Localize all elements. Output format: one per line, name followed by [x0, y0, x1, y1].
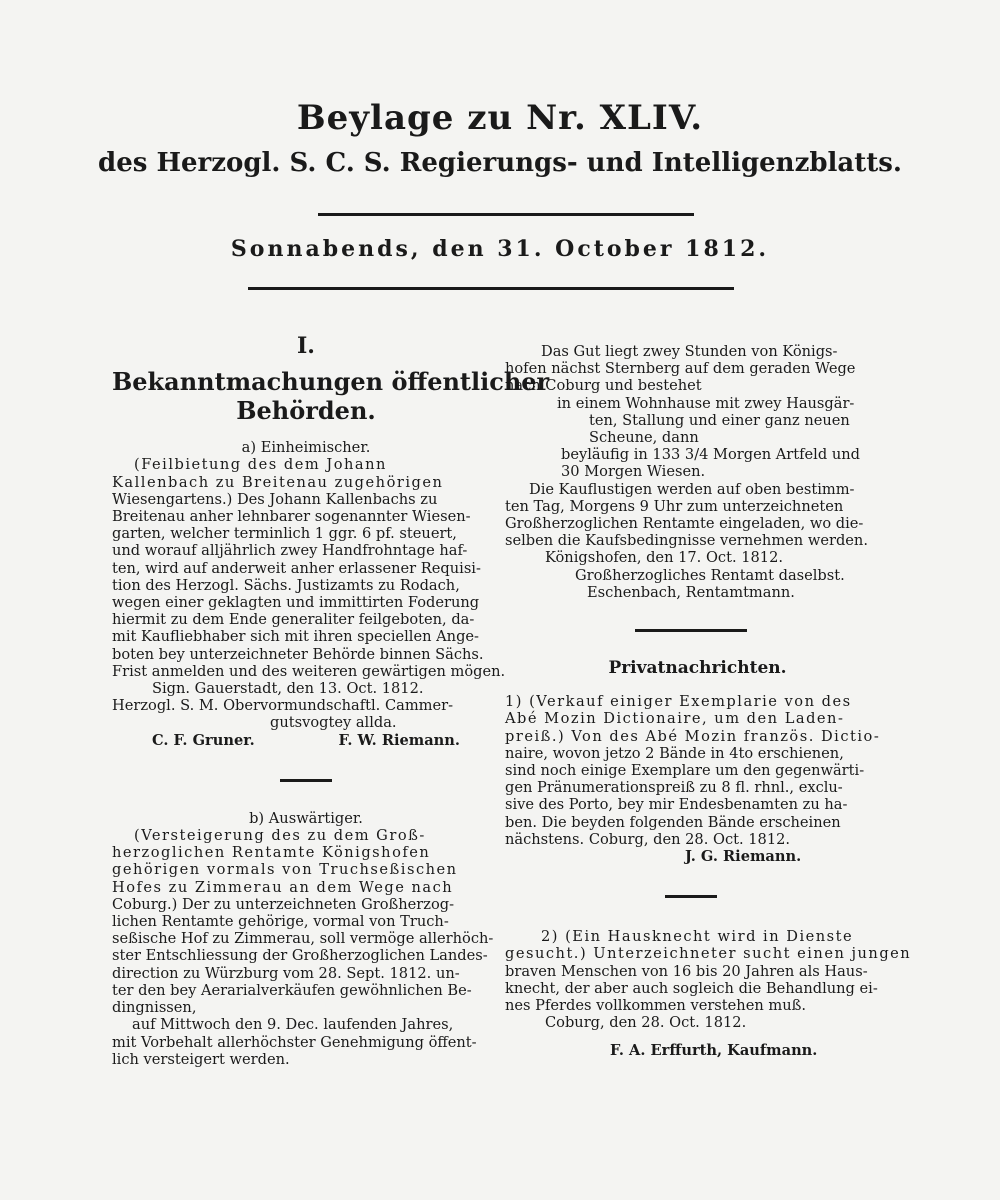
notice-a-sign-date: Sign. Gauerstadt, den 13. Oct. 1812. [152, 680, 424, 698]
private-notices-heading: Privatnachrichten. [608, 658, 787, 679]
text-line: Hofes zu Zimmerau an dem Wege nach [112, 878, 454, 896]
text-line: 2) (Ein Hausknecht wird in Dienste [541, 928, 854, 946]
text-line: ten, wird auf anderweit anher erlassener Requisi- [112, 559, 481, 577]
text-line: seßische Hof zu Zimmerau, soll vermöge allerhöch- [112, 930, 494, 948]
text-line: (Versteigerung des zu dem Groß- [134, 827, 426, 845]
text-line: gesucht.) Unterzeichneter sucht einen jungen [505, 945, 912, 963]
text-line: Das Gut liegt zwey Stunden von Königs- [541, 343, 838, 360]
estate-description [505, 343, 890, 395]
text-line: direction zu Würzburg vom 28. Sept. 1812. un- [112, 964, 460, 982]
notice-dictionary [505, 693, 890, 848]
text-line: herzoglichen Rentamte Königshofen [112, 844, 431, 862]
estate-place-date: Königshofen, den 17. Oct. 1812. [545, 549, 784, 567]
text-line: Großherzoglichen Rentamte eingeladen, wo die- [505, 515, 864, 533]
signature-gruner: C. F. Gruner. [152, 731, 255, 749]
text-line: gen Pränumerationspreiß zu 8 fl. rhnl., exclu- [505, 779, 843, 797]
subsection-heading-a: a) Einheimischer. [241, 439, 371, 457]
signature-erffurth: F. A. Erffurth, Kaufmann. [610, 1041, 818, 1059]
text-line: selben die Kaufsbedingnisse vernehmen werden. [505, 532, 868, 550]
signature-riemann: F. W. Riemann. [338, 731, 460, 749]
estate-invitation [505, 481, 890, 550]
text-line: hiermit zu dem Ende generaliter feilgeboten, da- [112, 611, 475, 629]
signature-riemann-jg: J. G. Riemann. [685, 848, 802, 866]
section-heading: Bekanntmachungen öffentlicher [112, 367, 550, 397]
section-heading-cont: Behörden. [236, 396, 376, 426]
notice-servant-place-date: Coburg, den 28. Oct. 1812. [545, 1014, 747, 1032]
text-line: hofen nächst Sternberg auf dem geraden Wege [505, 360, 856, 378]
text-line: ten Tag, Morgens 9 Uhr zum unterzeichneten [505, 497, 844, 515]
text-line: dingnissen, [112, 999, 197, 1017]
right-column [505, 343, 912, 1059]
notice-b-text [112, 827, 500, 1016]
text-line: naire, wovon jetzo 2 Bände in 4to erschienen, [505, 744, 844, 762]
text-line: ster Entschliessung der Großherzoglichen Landes- [112, 947, 488, 965]
text-line: ter den bey Aerarialverkäufen gewöhnlichen Be- [112, 981, 472, 999]
text-line: Frist anmelden und des weiteren gewärtigen mögen. [112, 662, 506, 680]
subsection-heading-b: b) Auswärtiger. [249, 809, 363, 827]
text-line: gehörigen vormals von Truchseßischen [112, 861, 458, 879]
text-line: mit Kaufliebhaber sich mit ihren speciellen Ange- [112, 628, 479, 646]
text-line: braven Menschen von 16 bis 20 Jahren als Haus- [505, 962, 868, 980]
text-line: lich versteigert werden. [112, 1050, 290, 1068]
text-line: Wiesengartens.) Des Johann Kallenbachs zu [112, 490, 438, 508]
text-line: nes Pferdes vollkommen verstehen muß. [505, 997, 806, 1015]
page-title: Beylage zu Nr. XLIV. [296, 98, 704, 138]
text-line: Die Kauflustigen werden auf oben bestimm- [529, 480, 855, 498]
date-rule [248, 287, 734, 290]
notice-a-authority-cont: gutsvogtey allda. [270, 714, 397, 732]
text-line: knecht, der aber auch sogleich die Behandlung ei- [505, 979, 878, 997]
section-number: I. [297, 333, 315, 359]
text-line: Scheune, dann [589, 429, 699, 447]
text-line: 1) (Verkauf einiger Exemplarie von des [505, 693, 852, 711]
text-line: nach Coburg und bestehet [505, 377, 702, 395]
text-line: beyläufig in 133 3/4 Morgen Artfeld und [561, 446, 860, 464]
estate-items [505, 395, 890, 481]
text-line: in einem Wohnhause mit zwey Hausgär- [557, 394, 855, 412]
notice-a-authority: Herzogl. S. M. Obervormundschaftl. Cammer- [112, 697, 454, 715]
text-line: preiß.) Von des Abé Mozin französ. Dictio- [505, 727, 881, 745]
issue-date: Sonnabends, den 31. October 1812. [230, 236, 770, 262]
estate-office: Großherzogliches Rentamt daselbst. [575, 566, 845, 584]
text-line: lichen Rentamte gehörige, vormal von Truch- [112, 913, 449, 931]
text-line: ben. Die beyden folgenden Bände erscheinen [505, 813, 841, 831]
text-line: nächstens. Coburg, den 28. Oct. 1812. [505, 830, 791, 848]
header-rule [318, 213, 694, 216]
text-line: Coburg.) Der zu unterzeichneten Großherzog- [112, 895, 455, 913]
page-subtitle: des Herzogl. S. C. S. Regierungs- und Intelligenzblatts. [98, 148, 902, 178]
text-line: boten bey unterzeichneter Behörde binnen Sächs. [112, 645, 484, 663]
left-column [112, 333, 550, 1068]
notice-b-text-cont [112, 1016, 500, 1068]
text-line: (Feilbietung des dem Johann [134, 456, 387, 474]
text-line: tion des Herzogl. Sächs. Justizamts zu Rodach, [112, 576, 460, 594]
text-line: wegen einer geklagten und immittirten Foderung [112, 594, 480, 612]
text-line: sive des Porto, bey mir Endesbenamten zu ha- [505, 796, 848, 814]
text-line: und worauf alljährlich zwey Handfrohntage haf- [112, 542, 468, 560]
text-line: Kallenbach zu Breitenau zugehörigen [112, 473, 444, 491]
text-line: garten, welcher terminlich 1 ggr. 6 pf. steuert, [112, 525, 457, 543]
text-line: sind noch einige Exemplare um den gegenwärti- [505, 762, 865, 780]
text-line: Abé Mozin Dictionaire, um den Laden- [505, 710, 845, 728]
text-line: Breitenau anher lehnbarer sogenannter Wiesen- [112, 508, 471, 526]
text-line: auf Mittwoch den 9. Dec. laufenden Jahres, [132, 1016, 454, 1034]
estate-officer: Eschenbach, Rentamtmann. [587, 583, 795, 601]
text-line: ten, Stallung und einer ganz neuen [589, 411, 850, 429]
notice-a-text [112, 456, 506, 680]
notice-servant-wanted [505, 928, 912, 1015]
text-line: 30 Morgen Wiesen. [561, 463, 706, 481]
text-line: mit Vorbehalt allerhöchster Genehmigung öffent- [112, 1033, 477, 1051]
